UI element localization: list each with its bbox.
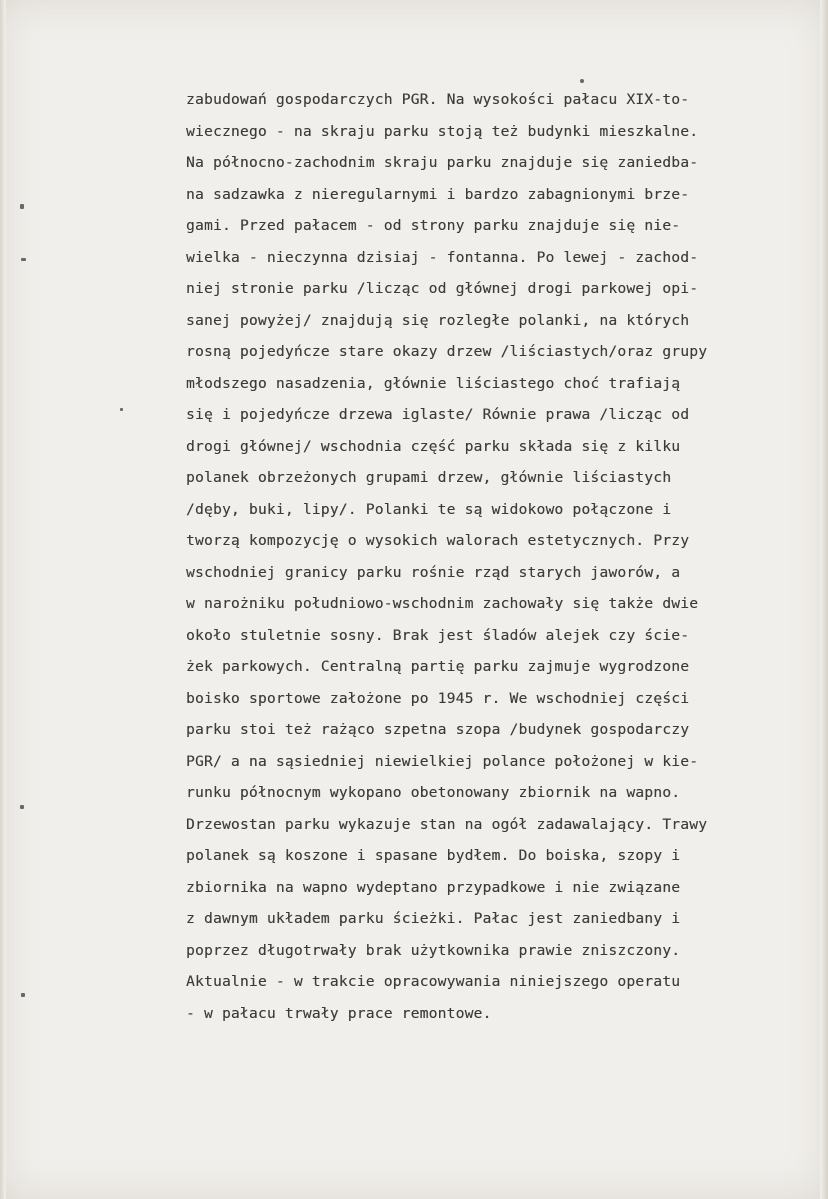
text-line: wielka - nieczynna dzisiaj - fontanna. Po lewej - zachod-: [186, 248, 699, 266]
text-line: parku stoi też rażąco szpetna szopa /budynek gospodarczy: [186, 721, 690, 738]
margin-mark: [20, 805, 24, 809]
text-line: Aktualnie - w trakcie opracowywania niniejszego operatu: [186, 973, 681, 990]
text-line: z dawnym układem parku ścieżki. Pałac jest zaniedbany i: [186, 910, 681, 927]
text-line: gami. Przed pałacem - od strony parku znajduje się nie-: [186, 217, 681, 234]
text-line: PGR/ a na sąsiedniej niewielkiej polance położonej w kie-: [186, 752, 699, 770]
text-line: polanek są koszone i spasane bydłem. Do boiska, szopy i: [186, 847, 681, 864]
text-line: drogi głównej/ wschodnia część parku składa się z kilku: [186, 437, 681, 455]
text-line: polanek obrzeżonych grupami drzew, głównie liściastych: [186, 469, 672, 486]
text-line: poprzez długotrwały brak użytkownika prawie zniszczony.: [186, 941, 681, 959]
text-line: wiecznego - na skraju parku stoją też budynki mieszkalne.: [186, 122, 699, 140]
text-line: się i pojedyńcze drzewa iglaste/ Równie prawa /licząc od: [186, 406, 690, 423]
margin-mark: [20, 204, 24, 209]
text-line: około stuletnie sosny. Brak jest śladów alejek czy ście-: [186, 626, 690, 644]
text-line: Na północno-zachodnim skraju parku znajduje się zaniedba-: [186, 154, 699, 171]
margin-mark: [120, 408, 123, 411]
text-line: niej stronie parku /licząc od głównej drogi parkowej opi-: [186, 280, 699, 297]
text-line: boisko sportowe założone po 1945 r. We wschodniej części: [186, 689, 690, 707]
typed-paragraph: [186, 84, 786, 1029]
text-line: młodszego nasadzenia, głównie liściastego choć trafiają: [186, 374, 681, 392]
margin-mark: [21, 258, 26, 261]
text-line: w narożniku południowo-wschodnim zachowały się także dwie: [186, 595, 699, 612]
text-line: tworzą kompozycję o wysokich walorach estetycznych. Przy: [186, 532, 690, 549]
text-line: rosną pojedyńcze stare okazy drzew /liściastych/oraz grupy: [186, 343, 708, 360]
text-line: zabudowań gospodarczych PGR. Na wysokości pałacu XIX-to-: [186, 91, 690, 108]
page-right-edge: [820, 0, 828, 1199]
margin-mark: [21, 993, 25, 997]
page-left-edge: [0, 0, 6, 1199]
text-line: na sadzawka z nieregularnymi i bardzo zabagnionymi brze-: [186, 185, 690, 203]
text-line: runku północnym wykopano obetonowany zbiornik na wapno.: [186, 784, 681, 801]
text-line: - w pałacu trwały prace remontowe.: [186, 1004, 492, 1022]
text-line: Drzewostan parku wykazuje stan na ogół zadawalający. Trawy: [186, 815, 708, 833]
text-line: wschodniej granicy parku rośnie rząd starych jaworów, a: [186, 563, 681, 581]
text-line: zbiornika na wapno wydeptano przypadkowe i nie związane: [186, 878, 681, 896]
text-line: /dęby, buki, lipy/. Polanki te są widokowo połączone i: [186, 500, 672, 518]
text-line: żek parkowych. Centralną partię parku zajmuje wygrodzone: [186, 658, 690, 675]
text-line: sanej powyżej/ znajdują się rozległe polanki, na których: [186, 311, 690, 329]
margin-dot: [580, 79, 584, 83]
